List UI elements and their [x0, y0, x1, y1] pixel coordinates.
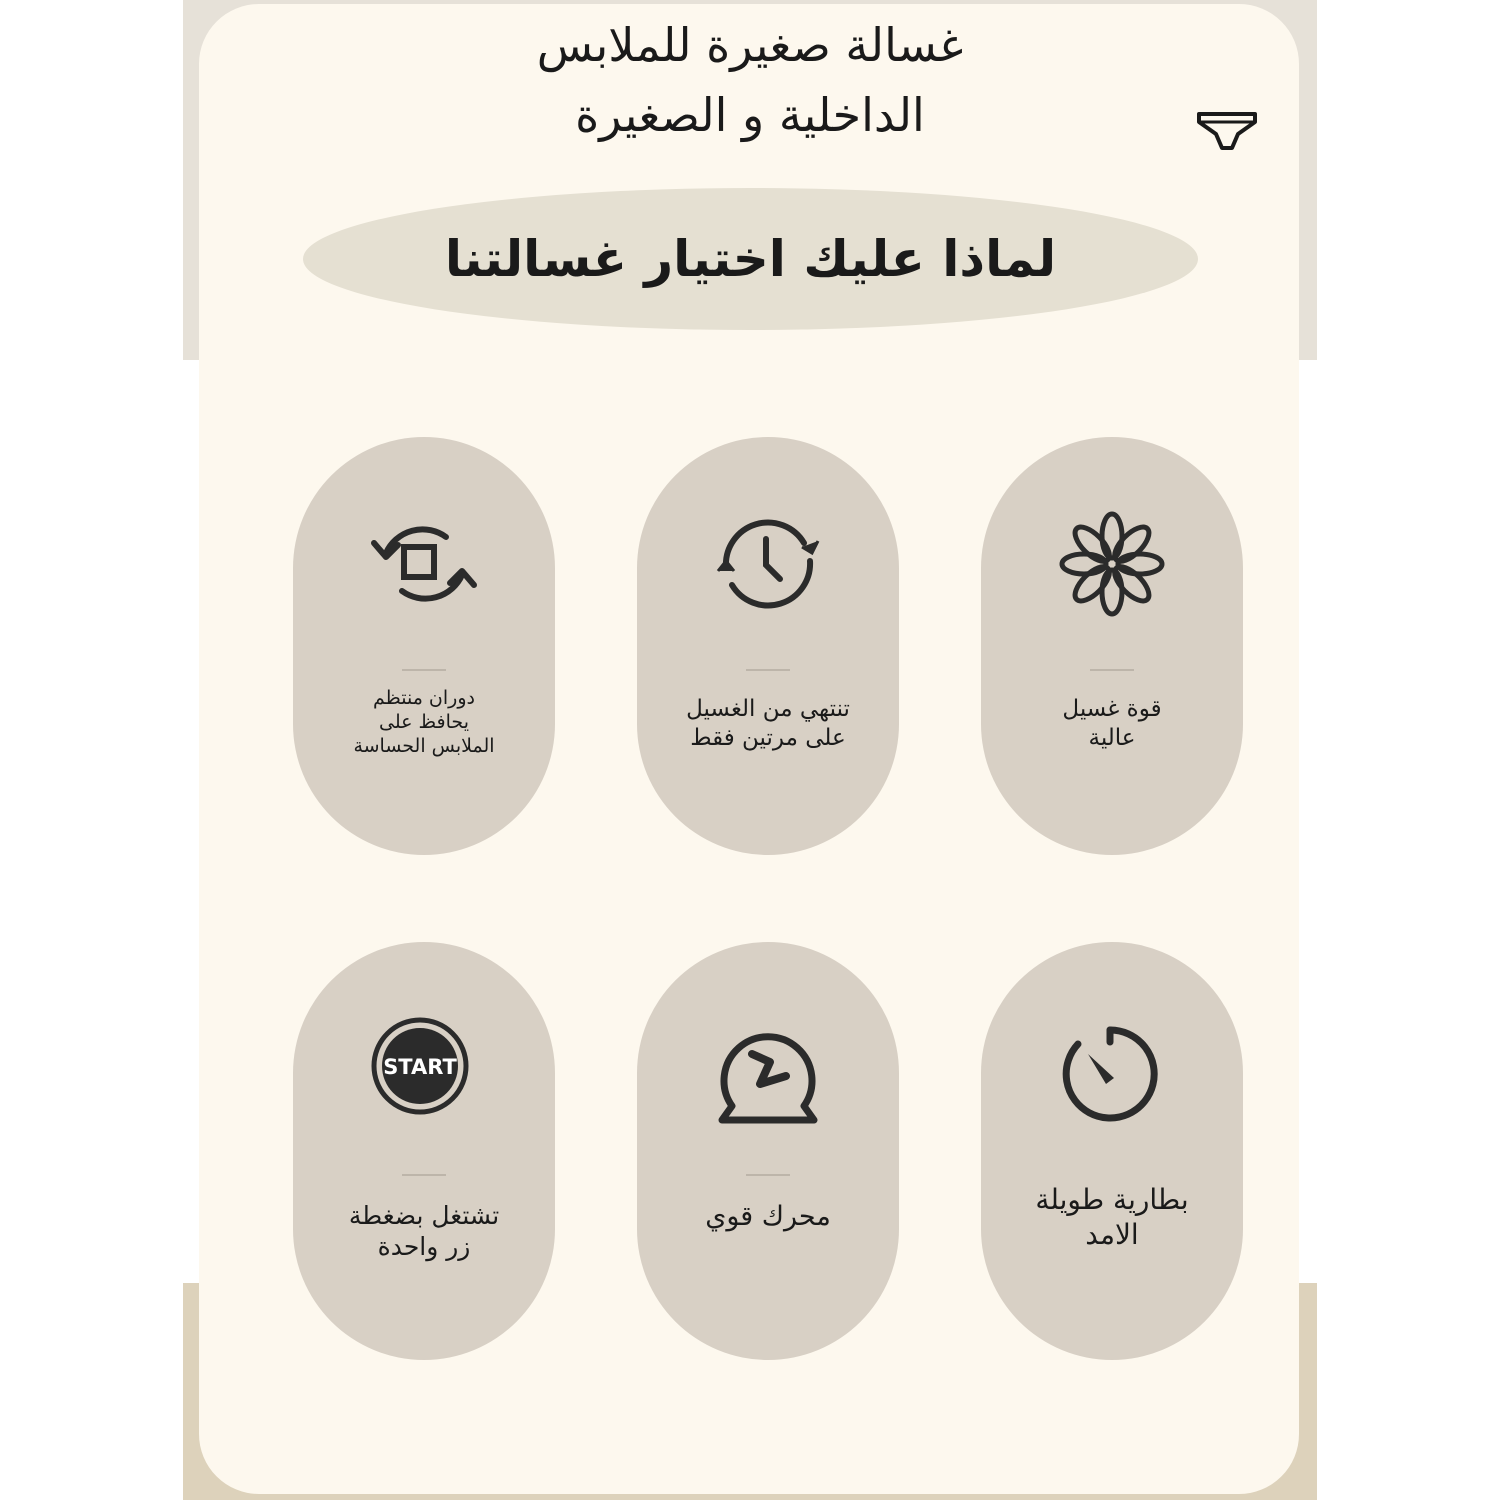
label-line: عالية — [1088, 724, 1136, 751]
label-line: زر واحدة — [377, 1232, 471, 1262]
label-line: الملابس الحساسة — [353, 734, 495, 757]
feature-wash-power — [981, 437, 1243, 855]
label-line: يحافظ على — [379, 710, 469, 733]
start-button-icon — [364, 1014, 484, 1124]
banner-text: لماذا عليك اختيار غسالتنا — [444, 230, 1057, 288]
page-title-line2: الداخلية و الصغيرة — [575, 88, 925, 142]
feature-label — [995, 695, 1229, 753]
label-line: تشتغل بضغطة — [348, 1201, 500, 1230]
label-line: محرك قوي — [705, 1201, 831, 1232]
divider — [746, 669, 790, 671]
feature-label — [307, 687, 541, 758]
motor-icon — [708, 1014, 828, 1124]
label-line: تنتهي من الغسيل — [686, 696, 850, 722]
label-line: الامد — [1085, 1218, 1139, 1251]
label-line: قوة غسيل — [1062, 696, 1162, 722]
start-label: START — [383, 1055, 457, 1079]
divider — [402, 1174, 446, 1176]
feature-rotation — [293, 437, 555, 855]
divider — [402, 669, 446, 671]
label-line: على مرتين فقط — [690, 724, 846, 751]
rotation-icon — [364, 509, 484, 619]
divider — [1090, 669, 1134, 671]
feature-battery — [981, 942, 1243, 1360]
feature-label — [651, 695, 885, 753]
label-line: دوران منتظم — [373, 687, 475, 709]
flower-swirl-icon — [1052, 509, 1172, 619]
feature-motor — [637, 942, 899, 1360]
divider — [746, 1174, 790, 1176]
feature-fast-wash — [637, 437, 899, 855]
stopwatch-icon — [1052, 1014, 1172, 1124]
why-choose-banner — [303, 188, 1198, 330]
underwear-icon — [1196, 108, 1258, 152]
feature-one-button — [293, 942, 555, 1360]
label-line: بطارية طويلة — [1035, 1183, 1189, 1216]
page-title-line1: غسالة صغيرة للملابس — [536, 18, 964, 72]
feature-label — [307, 1200, 541, 1263]
feature-label — [651, 1200, 885, 1234]
feature-label — [995, 1182, 1229, 1252]
timer-cycle-icon — [708, 509, 828, 619]
